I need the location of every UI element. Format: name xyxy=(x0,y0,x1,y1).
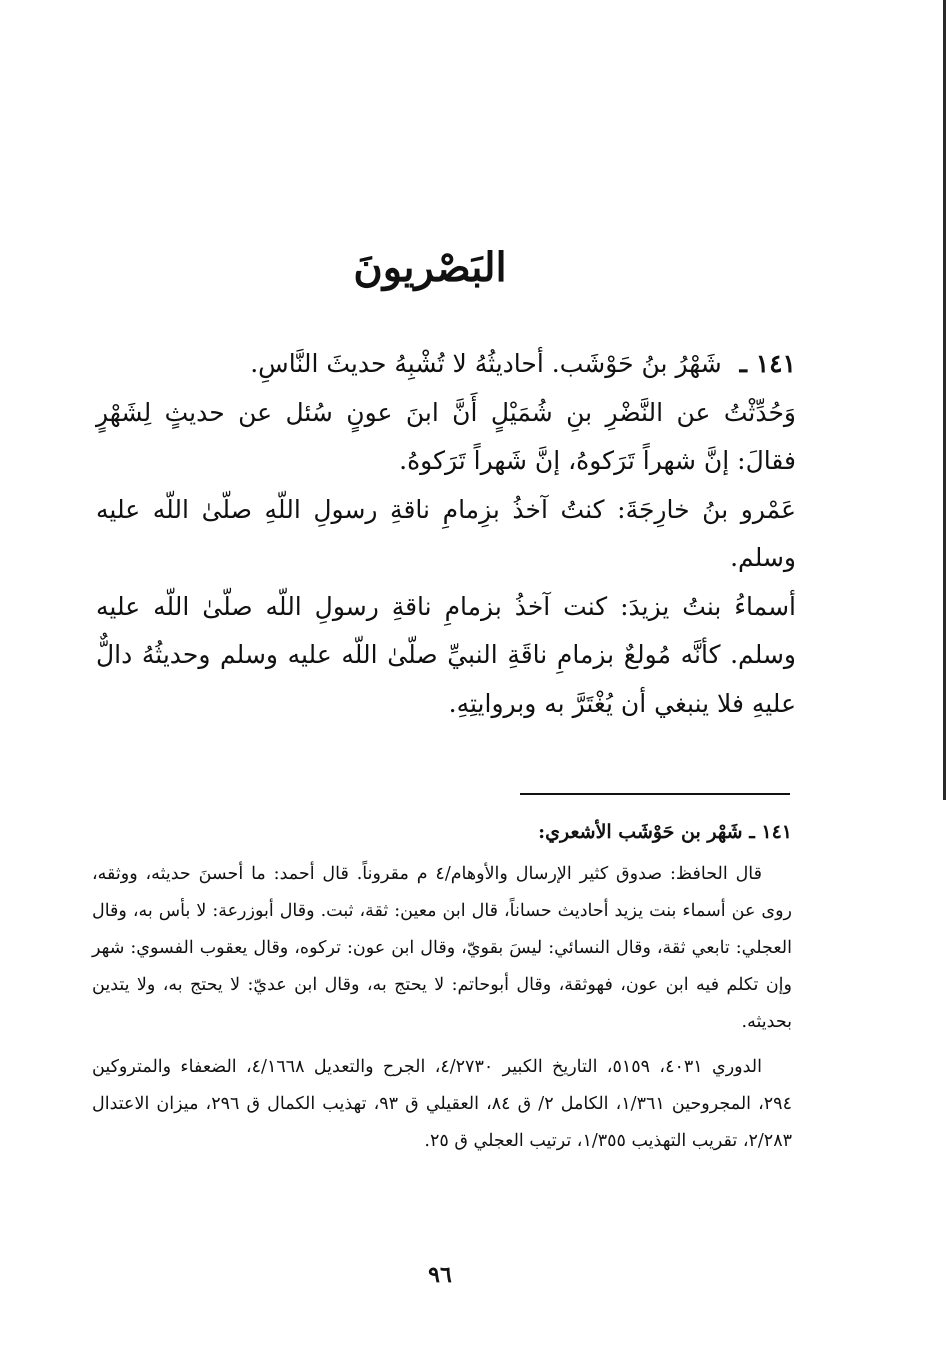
entry-heading-text: شَهْرُ بنُ حَوْشَب. أحاديثُهُ لا تُشْبِهُ حديثَ النَّاسِ. xyxy=(250,349,722,378)
footnote-paragraph: قال الحافظ: صدوق كثير الإرسال والأوهام/٤ م مقروناً. قال أحمد: ما أحسنَ حديثه، ووثقه، روى عن أسماء بنت يزيد أحاديث حساناً، قال ابن معين: ثقة، ثبت. وقال أبوزرعة: لا بأس به، وقال العجلي: تابعي ثقة، وقال النسائي: ليسَ بقويّ، وقال ابن عون: تركوه، وقال يعقوب الفسوي: شهر وإن تكلم فيه ابن عون، فهوثقة، وقال أبوحاتم: لا يحتج به، وقال ابن عديّ: لا يحتج به، ولا يتدين بحديثه. xyxy=(92,864,792,1032)
entry-number: ١٤١ ـ xyxy=(739,349,796,378)
footnote-divider xyxy=(520,793,790,795)
entry-paragraph-1: وَحُدِّثْتُ عن النَّضْرِ بنِ شُمَيْلٍ أَنَّ ابنَ عونٍ سُئل عن حديثٍ لِشَهْرٍ فقالَ: إنَّ شهراً تَرَكوهُ، إنَّ شَهراً تَرَكوهُ. xyxy=(96,397,796,475)
entry-paragraph-3: أسماءُ بنتُ يزيدَ: كنت آخذُ بزمامِ ناقةِ رسولِ اللّه صلّىٰ اللّه عليه وسلم. كأنَّه مُولعٌ بزمامِ ناقَةِ النبيِّ صلّىٰ اللّه عليه وسلم وحديثُهُ دالٌّ عليهِ فلا ينبغي أن يُغْتَرَّ به وبروايتِهِ. xyxy=(96,591,796,718)
entry-heading xyxy=(96,340,796,389)
footnote-sources: الدوري ٤٠٣١، ٥١٥٩، التاريخ الكبير ٤/٢٧٣٠، الجرح والتعديل ٤/١٦٦٨، الضعفاء والمتروكين ٢٩٤، المجروحين ١/٣٦١، الكامل ٢/ ق ٨٤، العقيلي ق ٩٣، تهذيب الكمال ق ٢٩٦، ميزان الاعتدال ٢/٢٨٣، تقريب التهذيب ١/٣٥٥، ترتيب العجلي ق ٢٥. xyxy=(92,1057,792,1151)
footnotes xyxy=(92,812,792,1160)
main-text xyxy=(96,340,796,728)
chapter-title: البَصْريونَ xyxy=(353,244,507,291)
footnote-heading: ١٤١ ـ شَهْر بن حَوْشَب الأشعري: xyxy=(538,821,792,843)
page-number: ٩٦ xyxy=(428,1262,452,1288)
entry-paragraph-2: عَمْرو بنُ خارِجَةَ: كنتُ آخذُ بزِمامِ ناقةِ رسولِ اللّهِ صلّىٰ اللّه عليه وسلم. xyxy=(96,494,796,572)
